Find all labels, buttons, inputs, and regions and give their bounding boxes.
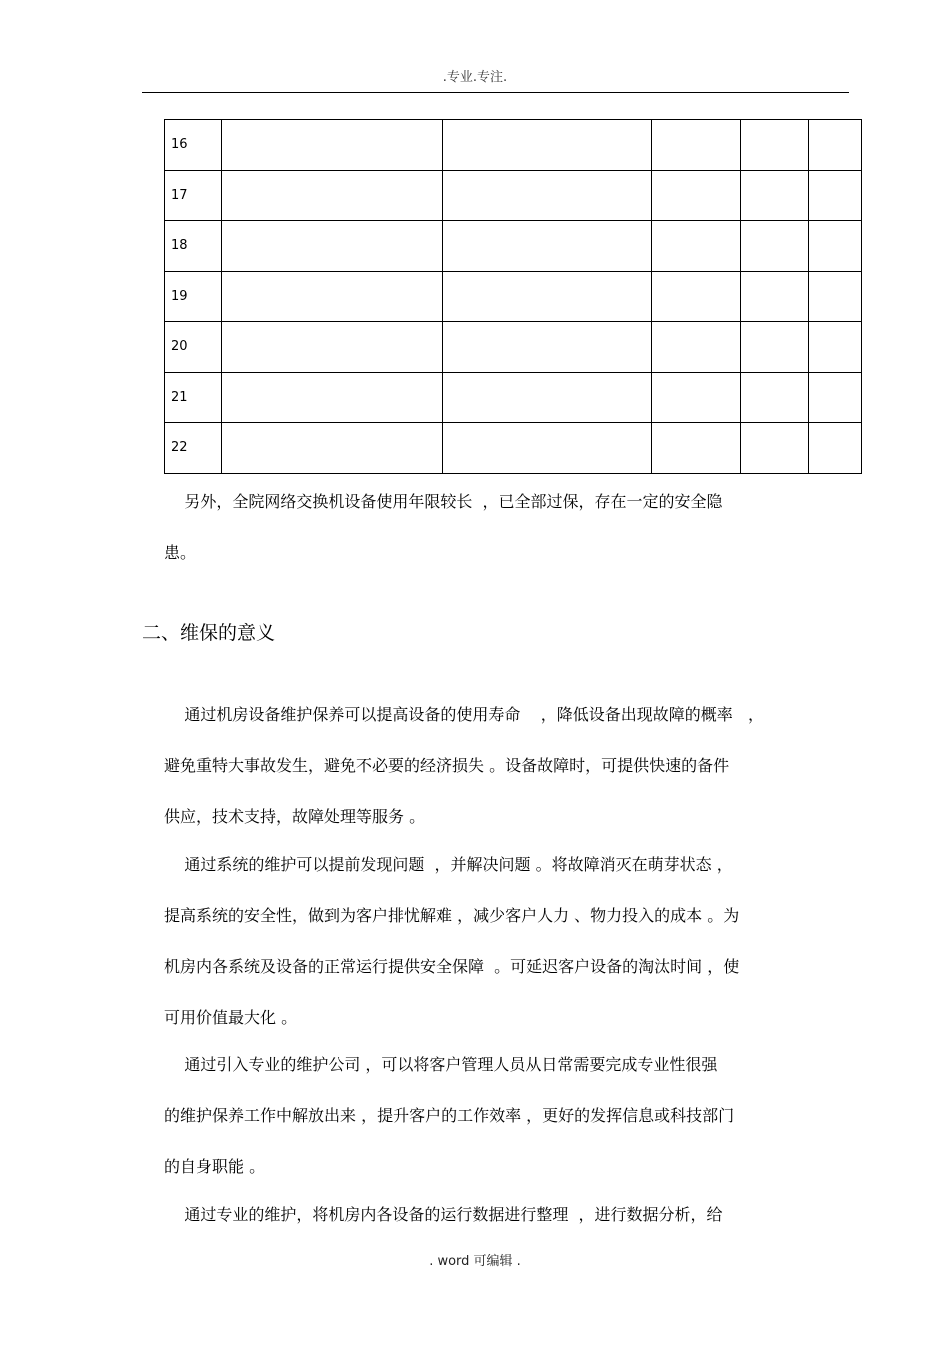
row-number: 19	[165, 271, 222, 322]
table-cell	[443, 322, 652, 373]
paragraph-line: 的自身职能 。	[164, 1157, 266, 1176]
paragraph-line: 的维护保养工作中解放出来 ，提升客户的工作效率 ，更好的发挥信息或科技部门	[164, 1106, 735, 1125]
row-number: 22	[165, 423, 222, 474]
table-cell	[222, 322, 443, 373]
table-cell	[443, 170, 652, 221]
table-cell	[809, 423, 862, 474]
table-cell	[652, 120, 741, 171]
page-footer: . word 可编辑 .	[429, 1254, 521, 1269]
table-cell	[222, 221, 443, 272]
paragraph-significance-4	[164, 1189, 864, 1240]
row-number: 16	[165, 120, 222, 171]
paragraph-line: 通过引入专业的维护公司 ，可以将客户管理人员从日常需要完成专业性很强	[164, 1055, 718, 1074]
table-cell	[222, 423, 443, 474]
paragraph-line: 机房内各系统及设备的正常运行提供安全保障 。可延迟客户设备的淘汰时间 ，使	[164, 957, 740, 976]
paragraph-significance-3	[164, 1039, 864, 1192]
table-cell	[222, 372, 443, 423]
table-row	[165, 423, 862, 474]
table-cell	[741, 271, 809, 322]
table-cell	[652, 221, 741, 272]
page-header: .专业.专注.	[442, 70, 508, 85]
table-cell	[741, 120, 809, 171]
table-cell	[443, 372, 652, 423]
row-number: 17	[165, 170, 222, 221]
table-cell	[809, 372, 862, 423]
table-cell	[443, 271, 652, 322]
table-row	[165, 322, 862, 373]
paragraph-significance-2	[164, 839, 864, 1043]
table-cell	[652, 322, 741, 373]
table-cell	[741, 372, 809, 423]
table-cell	[652, 372, 741, 423]
table-cell	[741, 322, 809, 373]
table-cell	[652, 423, 741, 474]
paragraph-line: 通过专业的维护，将机房内各设备的运行数据进行整理 ，进行数据分析，给	[164, 1205, 723, 1224]
table-cell	[222, 120, 443, 171]
table-cell	[741, 170, 809, 221]
table-cell	[809, 221, 862, 272]
table-cell	[222, 170, 443, 221]
table-cell	[741, 221, 809, 272]
table-row	[165, 271, 862, 322]
paragraph-significance-1	[164, 689, 864, 842]
equipment-table	[164, 119, 862, 474]
row-number: 20	[165, 322, 222, 373]
table-row	[165, 372, 862, 423]
table-cell	[809, 322, 862, 373]
table-cell	[443, 120, 652, 171]
row-number: 21	[165, 372, 222, 423]
table-cell	[652, 170, 741, 221]
table-row	[165, 170, 862, 221]
intro-paragraph	[164, 476, 864, 578]
table-cell	[809, 271, 862, 322]
table-cell	[443, 221, 652, 272]
paragraph-line: 另外，全院网络交换机设备使用年限较长 ，已全部过保，存在一定的安全隐	[164, 492, 723, 511]
table-row	[165, 120, 862, 171]
header-rule	[142, 92, 849, 93]
table-cell	[809, 170, 862, 221]
paragraph-line: 通过系统的维护可以提前发现问题 ，并解决问题 。将故障消灭在萌芽状态 ，	[164, 855, 733, 874]
table-cell	[741, 423, 809, 474]
table-row	[165, 221, 862, 272]
table-cell	[443, 423, 652, 474]
section-heading: 二、维保的意义	[142, 622, 276, 644]
row-number: 18	[165, 221, 222, 272]
table-cell	[809, 120, 862, 171]
table-cell	[652, 271, 741, 322]
paragraph-line: 可用价值最大化 。	[164, 1008, 298, 1027]
paragraph-line: 提高系统的安全性，做到为客户排忧解难 ，减少客户人力 、物力投入的成本 。为	[164, 906, 740, 925]
paragraph-line: 避免重特大事故发生，避免不必要的经济损失 。设备故障时，可提供快速的备件	[164, 756, 730, 775]
paragraph-line: 通过机房设备维护保养可以提高设备的使用寿命 ，降低设备出现故障的概率 ，	[164, 705, 764, 724]
paragraph-line: 患。	[164, 543, 197, 562]
table-cell	[222, 271, 443, 322]
paragraph-line: 供应，技术支持，故障处理等服务 。	[164, 807, 426, 826]
